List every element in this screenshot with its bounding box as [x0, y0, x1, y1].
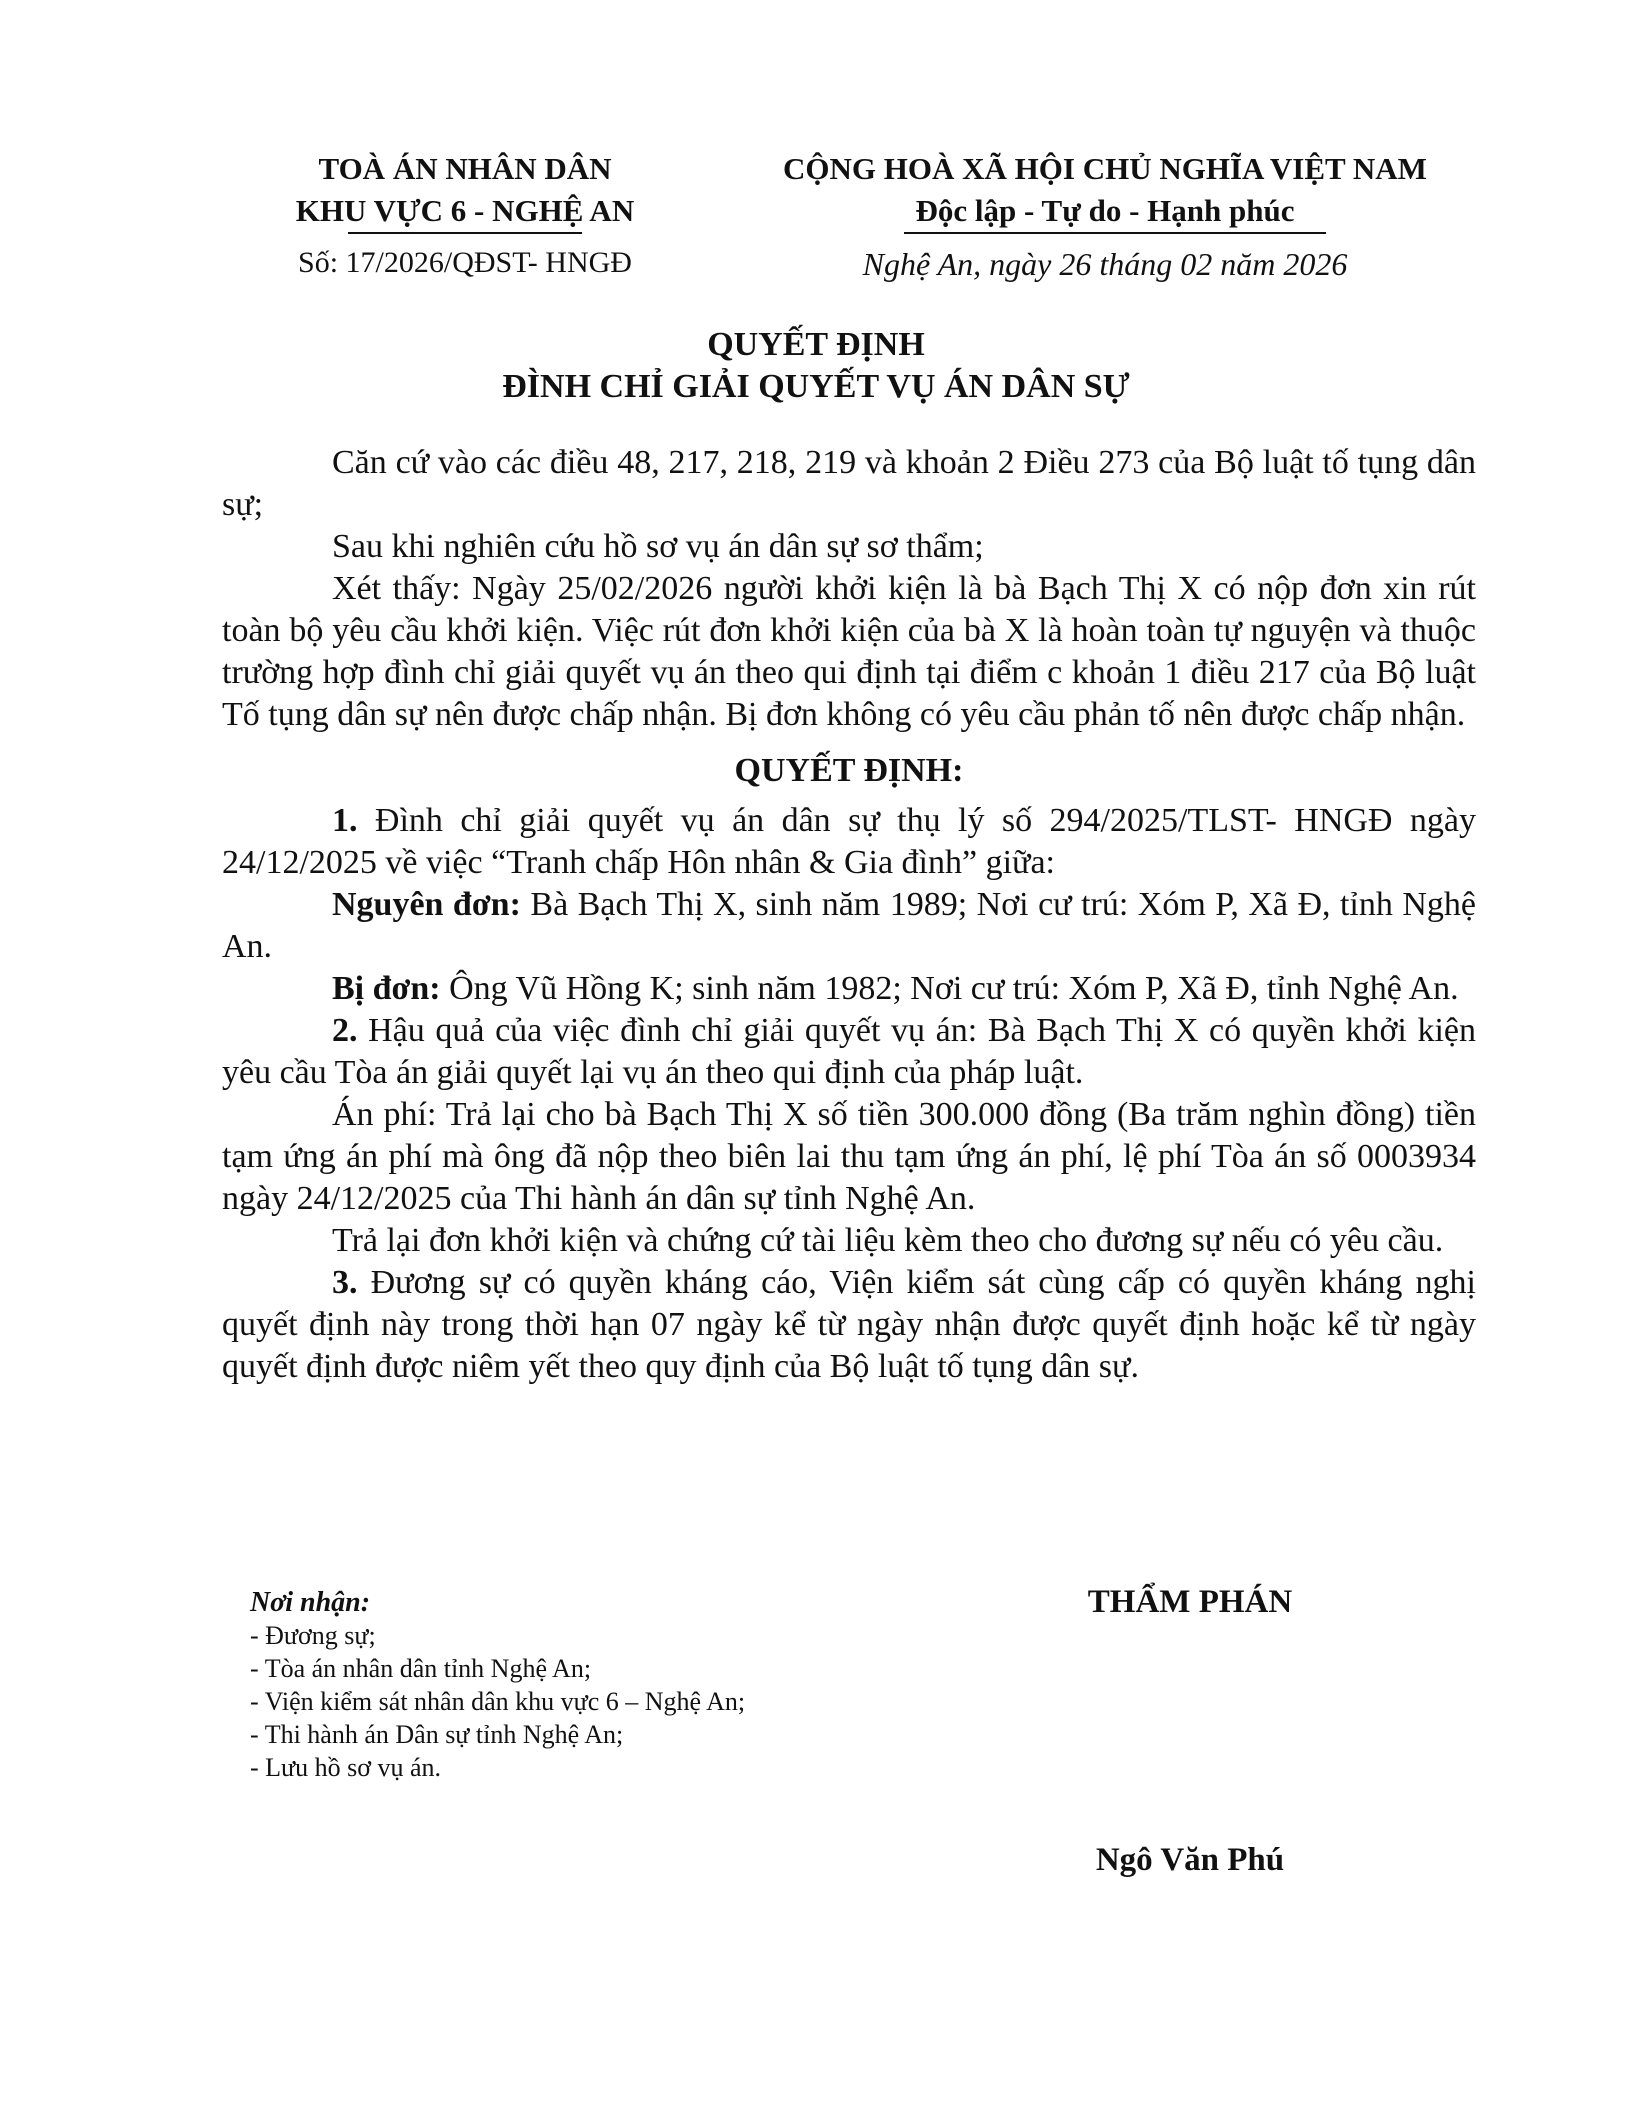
decision-heading: QUYẾT ĐỊNH: — [734, 752, 964, 789]
decision-item-2 — [222, 1010, 1476, 1094]
recipients-title: Nơi nhận: — [250, 1587, 371, 1618]
recipient-item: - Thi hành án Dân sự tỉnh Nghệ An; — [250, 1720, 624, 1749]
defendant-label: Bị đơn: — [332, 970, 441, 1007]
document-body — [222, 442, 1476, 1388]
item-number: 2. — [332, 1012, 358, 1049]
item-text: Đình chỉ giải quyết vụ án dân sự thụ lý số 294/2025/TLST- HNGĐ ngày 24/12/2025 về việc “Tranh chấp Hôn nhân & Gia đình” giữa: — [222, 802, 1476, 881]
plaintiff-text: Bà Bạch Thị X, sinh năm 1989; Nơi cư trú: Xóm P, Xã Đ, tỉnh Nghệ An. — [222, 886, 1476, 965]
fee-paragraph: Án phí: Trả lại cho bà Bạch Thị X số tiền 300.000 đồng (Ba trăm nghìn đồng) tiền tạm ứng án phí mà ông đã nộp theo biên lai thu tạm ứng án phí, lệ phí Tòa án số 0003934 ngày 24/12/2025 của Thi hành án dân sự tỉnh Nghệ An. — [222, 1096, 1476, 1217]
recipient-item: - Lưu hồ sơ vụ án. — [250, 1753, 442, 1782]
recipient-item: - Tòa án nhân dân tỉnh Nghệ An; — [250, 1654, 592, 1683]
document-subtitle: ĐÌNH CHỈ GIẢI QUYẾT VỤ ÁN DÂN SỰ — [502, 368, 1130, 405]
court-header — [250, 148, 680, 232]
decision-item-1 — [222, 800, 1476, 884]
item-text: Đương sự có quyền kháng cáo, Viện kiểm sát cùng cấp có quyền kháng nghị quyết định này trong thời hạn 07 ngày kể từ ngày nhận được quyết định hoặc kể từ ngày quyết định được niêm yết theo quy định của Bộ luật tố tụng dân sự. — [222, 1264, 1476, 1385]
item-number: 3. — [332, 1264, 358, 1301]
plaintiff-label: Nguyên đơn: — [332, 886, 521, 923]
basis-paragraph: Căn cứ vào các điều 48, 217, 218, 219 và khoản 2 Điều 273 của Bộ luật tố tụng dân sự; — [222, 444, 1476, 523]
item-number: 1. — [332, 802, 358, 839]
consideration-paragraph: Xét thấy: Ngày 25/02/2026 người khởi kiện là bà Bạch Thị X có nộp đơn xin rút toàn bộ yêu cầu khởi kiện. Việc rút đơn khởi kiện của bà X là hoàn toàn tự nguyện và thuộc trường hợp đình chỉ giải quyết vụ án theo qui định tại điểm c khoản 1 điều 217 của Bộ luật Tố tụng dân sự nên được chấp nhận. Bị đơn không có yêu cầu phản tố nên được chấp nhận. — [222, 570, 1476, 733]
national-name: CỘNG HOÀ XÃ HỘI CHỦ NGHĨA VIỆT NAM — [783, 151, 1427, 186]
national-motto: Độc lập - Tự do - Hạnh phúc — [915, 193, 1295, 228]
document-title: QUYẾT ĐỊNH — [707, 326, 925, 363]
plaintiff-paragraph — [222, 884, 1476, 968]
document-number: Số: 17/2026/QĐST- HNGĐ — [298, 246, 632, 279]
judge-title: THẨM PHÁN — [1087, 1584, 1293, 1620]
motto-underline — [904, 232, 1326, 234]
return-paragraph: Trả lại đơn khởi kiện và chứng cứ tài liệu kèm theo cho đương sự nếu có yêu cầu. — [332, 1222, 1444, 1259]
issue-date: Nghệ An, ngày 26 tháng 02 năm 2026 — [862, 246, 1348, 282]
defendant-text: Ông Vũ Hồng K; sinh năm 1982; Nơi cư trú: Xóm P, Xã Đ, tỉnh Nghệ An. — [449, 970, 1459, 1007]
national-header — [760, 148, 1450, 232]
item-text: Hậu quả của việc đình chỉ giải quyết vụ án: Bà Bạch Thị X có quyền khởi kiện yêu cầu Tòa án giải quyết lại vụ án theo qui định của pháp luật. — [222, 1012, 1477, 1091]
court-underline — [348, 232, 582, 234]
court-region: KHU VỰC 6 - NGHỆ AN — [295, 193, 635, 228]
recipients-block — [250, 1586, 950, 1784]
court-name: TOÀ ÁN NHÂN DÂN — [318, 151, 612, 186]
decision-item-3 — [222, 1262, 1476, 1388]
recipient-item: - Đương sự; — [250, 1621, 376, 1650]
defendant-paragraph — [222, 968, 1476, 1010]
recipient-item: - Viện kiểm sát nhân dân khu vực 6 – Nghệ An; — [250, 1687, 746, 1716]
research-paragraph: Sau khi nghiên cứu hồ sơ vụ án dân sự sơ thẩm; — [332, 528, 984, 565]
judge-name: Ngô Văn Phú — [1095, 1842, 1285, 1878]
